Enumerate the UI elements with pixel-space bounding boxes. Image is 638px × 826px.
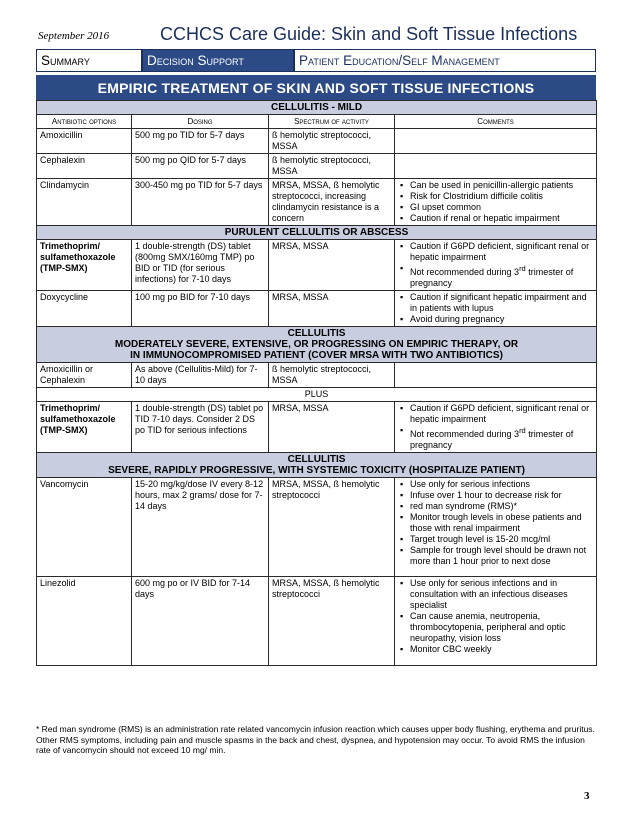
drug-name: Amoxicillin or Cephalexin [37, 363, 132, 388]
comment-item [398, 425, 593, 451]
comment-item: ▪ Use only for serious infections [398, 479, 593, 490]
drug-name: Vancomycin [37, 478, 132, 577]
comments-cell [395, 478, 597, 577]
comment-item: ▪ Caution if G6PD deficient, significant renal or hepatic impairment [398, 241, 593, 263]
section-header-moderate [37, 327, 597, 363]
table-row [37, 402, 597, 453]
section-title-line: MODERATELY SEVERE, EXTENSIVE, OR PROGRESSING ON EMPIRIC THERAPY, OR [114, 339, 519, 350]
drug-name: Doxycycline [37, 291, 132, 327]
section-title [37, 453, 597, 478]
page-number: 3 [584, 790, 590, 802]
spectrum-cell: MRSA, MSSA [269, 402, 395, 453]
comments-cell [395, 363, 597, 388]
footnote: * Red man syndrome (RMS) is an administration rate related vancomycin infusion reaction which causes upper body flushing, erythema and pruritus. Other RMS symptoms, including pain and muscle spasms in the back and chest, dyspnea, and hypotension may occur. To avoid RMS the infusion rate of vancomycin should not exceed 10 mg/ min. [36, 724, 595, 755]
comment-text: trimester of pregnancy [410, 429, 574, 450]
dosing-cell: 1 double-strength (DS) tablet (800mg SMX/160mg TMP) po BID or TID (for serious infections) for 7-10 days [132, 240, 269, 291]
ordinal-suffix: rd [519, 426, 526, 435]
section-title-line: CELLULITIS [287, 454, 346, 465]
comment-item: ▪ Infuse over 1 hour to decrease risk for [398, 490, 593, 501]
section-title-line: CELLULITIS [287, 328, 346, 339]
dosing-cell: 600 mg po or IV BID for 7-14 days [132, 577, 269, 666]
column-header: Antibiotic options [37, 115, 132, 129]
dosing-cell: 1 double-strength (DS) tablet po TID 7-10 days. Consider 2 DS po TID for serious infections [132, 402, 269, 453]
comments-cell [395, 402, 597, 453]
comment-item: ▪ Sample for trough level should be drawn not more than 1 hour prior to next dose [398, 545, 593, 567]
comment-text: trimester of pregnancy [410, 267, 574, 288]
comment-item [398, 263, 593, 289]
table-row [37, 577, 597, 666]
comment-item: ▪ red man syndrome (RMS)* [398, 501, 593, 512]
drug-name: Linezolid [37, 577, 132, 666]
ordinal-suffix: rd [519, 264, 526, 273]
column-header: Dosing [132, 115, 269, 129]
dosing-cell: 15-20 mg/kg/dose IV every 8-12 hours, max 2 grams/ dose for 7-14 days [132, 478, 269, 577]
comment-item: ▪ Caution if G6PD deficient, significant renal or hepatic impairment [398, 403, 593, 425]
page-title: CCHCS Care Guide: Skin and Soft Tissue Infections [160, 24, 578, 44]
column-header: Spectrum of activity [269, 115, 395, 129]
comment-text: Not recommended during 3 [410, 429, 520, 439]
drug-name: Cephalexin [37, 154, 132, 179]
section-header-purulent [37, 226, 597, 240]
comments-cell [395, 129, 597, 154]
comment-item: ▪ Monitor CBC weekly [398, 644, 593, 655]
comment-item: ▪ Can cause anemia, neutropenia, thrombocytopenia, peripheral and optic neuropathy, vision loss [398, 611, 593, 644]
tab-patient-education[interactable]: Patient Education/Self Management [294, 49, 596, 72]
comment-item: ▪ Target trough level is 15-20 mcg/ml [398, 534, 593, 545]
comment-item: ▪ GI upset common [398, 202, 593, 213]
section-header-severe [37, 453, 597, 478]
comments-cell [395, 577, 597, 666]
drug-name: Trimethoprim/ sulfamethoxazole (TMP-SMX) [37, 240, 132, 291]
table-row [37, 129, 597, 154]
spectrum-cell: MRSA, MSSA, ß hemolytic streptococci, increasing clindamycin resistance is a concern [269, 179, 395, 226]
comment-item: ▪ Can be used in penicillin-allergic patients [398, 180, 593, 191]
spectrum-cell: ß hemolytic streptococci, MSSA [269, 129, 395, 154]
section-title [37, 327, 597, 363]
comment-item: ▪ Caution if significant hepatic impairment and in patients with lupus [398, 292, 593, 314]
section-header-mild [37, 101, 597, 115]
treatment-table [36, 100, 597, 666]
comments-cell [395, 179, 597, 226]
table-row [37, 478, 597, 577]
dosing-cell: 500 mg po TID for 5-7 days [132, 129, 269, 154]
plus-label: PLUS [37, 388, 597, 402]
comment-item: ▪ Monitor trough levels in obese patients and those with renal impairment [398, 512, 593, 534]
spectrum-cell: ß hemolytic streptococci, MSSA [269, 363, 395, 388]
spectrum-cell: MRSA, MSSA [269, 291, 395, 327]
comment-item: ▪ Use only for serious infections and in consultation with an infectious diseases specialist [398, 578, 593, 611]
tab-decision-support[interactable]: Decision Support [142, 49, 294, 72]
drug-name: Amoxicillin [37, 129, 132, 154]
section-title: CELLULITIS - MILD [37, 101, 597, 115]
comment-item: ▪ Caution if renal or hepatic impairment [398, 213, 593, 224]
comment-item: ▪ Risk for Clostridium difficile colitis [398, 191, 593, 202]
spectrum-cell: MRSA, MSSA, ß hemolytic streptococci [269, 577, 395, 666]
comments-cell [395, 291, 597, 327]
dosing-cell: 300-450 mg po TID for 5-7 days [132, 179, 269, 226]
column-header-row [37, 115, 597, 129]
tab-bar [36, 49, 596, 74]
dosing-cell: 100 mg po BID for 7-10 days [132, 291, 269, 327]
dosing-cell: As above (Cellulitis-Mild) for 7-10 days [132, 363, 269, 388]
comments-cell [395, 154, 597, 179]
table-row [37, 154, 597, 179]
section-title: PURULENT CELLULITIS OR ABSCESS [37, 226, 597, 240]
table-row [37, 291, 597, 327]
section-banner: EMPIRIC TREATMENT OF SKIN AND SOFT TISSUE INFECTIONS [36, 75, 596, 100]
plus-row [37, 388, 597, 402]
table-row [37, 240, 597, 291]
tab-summary[interactable]: Summary [36, 49, 142, 72]
section-title-line: IN IMMUNOCOMPROMISED PATIENT (COVER MRSA WITH TWO ANTIBIOTICS) [130, 350, 503, 361]
table-row [37, 179, 597, 226]
drug-name: Trimethoprim/ sulfamethoxazole (TMP-SMX) [37, 402, 132, 453]
date-label: September 2016 [38, 30, 110, 42]
spectrum-cell: ß hemolytic streptococci, MSSA [269, 154, 395, 179]
spectrum-cell: MRSA, MSSA, ß hemolytic streptococci [269, 478, 395, 577]
column-header: Comments [395, 115, 597, 129]
spectrum-cell: MRSA, MSSA [269, 240, 395, 291]
comment-item: ▪ Avoid during pregnancy [398, 314, 593, 325]
table-row [37, 363, 597, 388]
dosing-cell: 500 mg po QID for 5-7 days [132, 154, 269, 179]
section-title-line: SEVERE, RAPIDLY PROGRESSIVE, WITH SYSTEMIC TOXICITY (HOSPITALIZE PATIENT) [108, 465, 525, 476]
comments-cell [395, 240, 597, 291]
comment-text: Not recommended during 3 [410, 267, 520, 277]
drug-name: Clindamycin [37, 179, 132, 226]
